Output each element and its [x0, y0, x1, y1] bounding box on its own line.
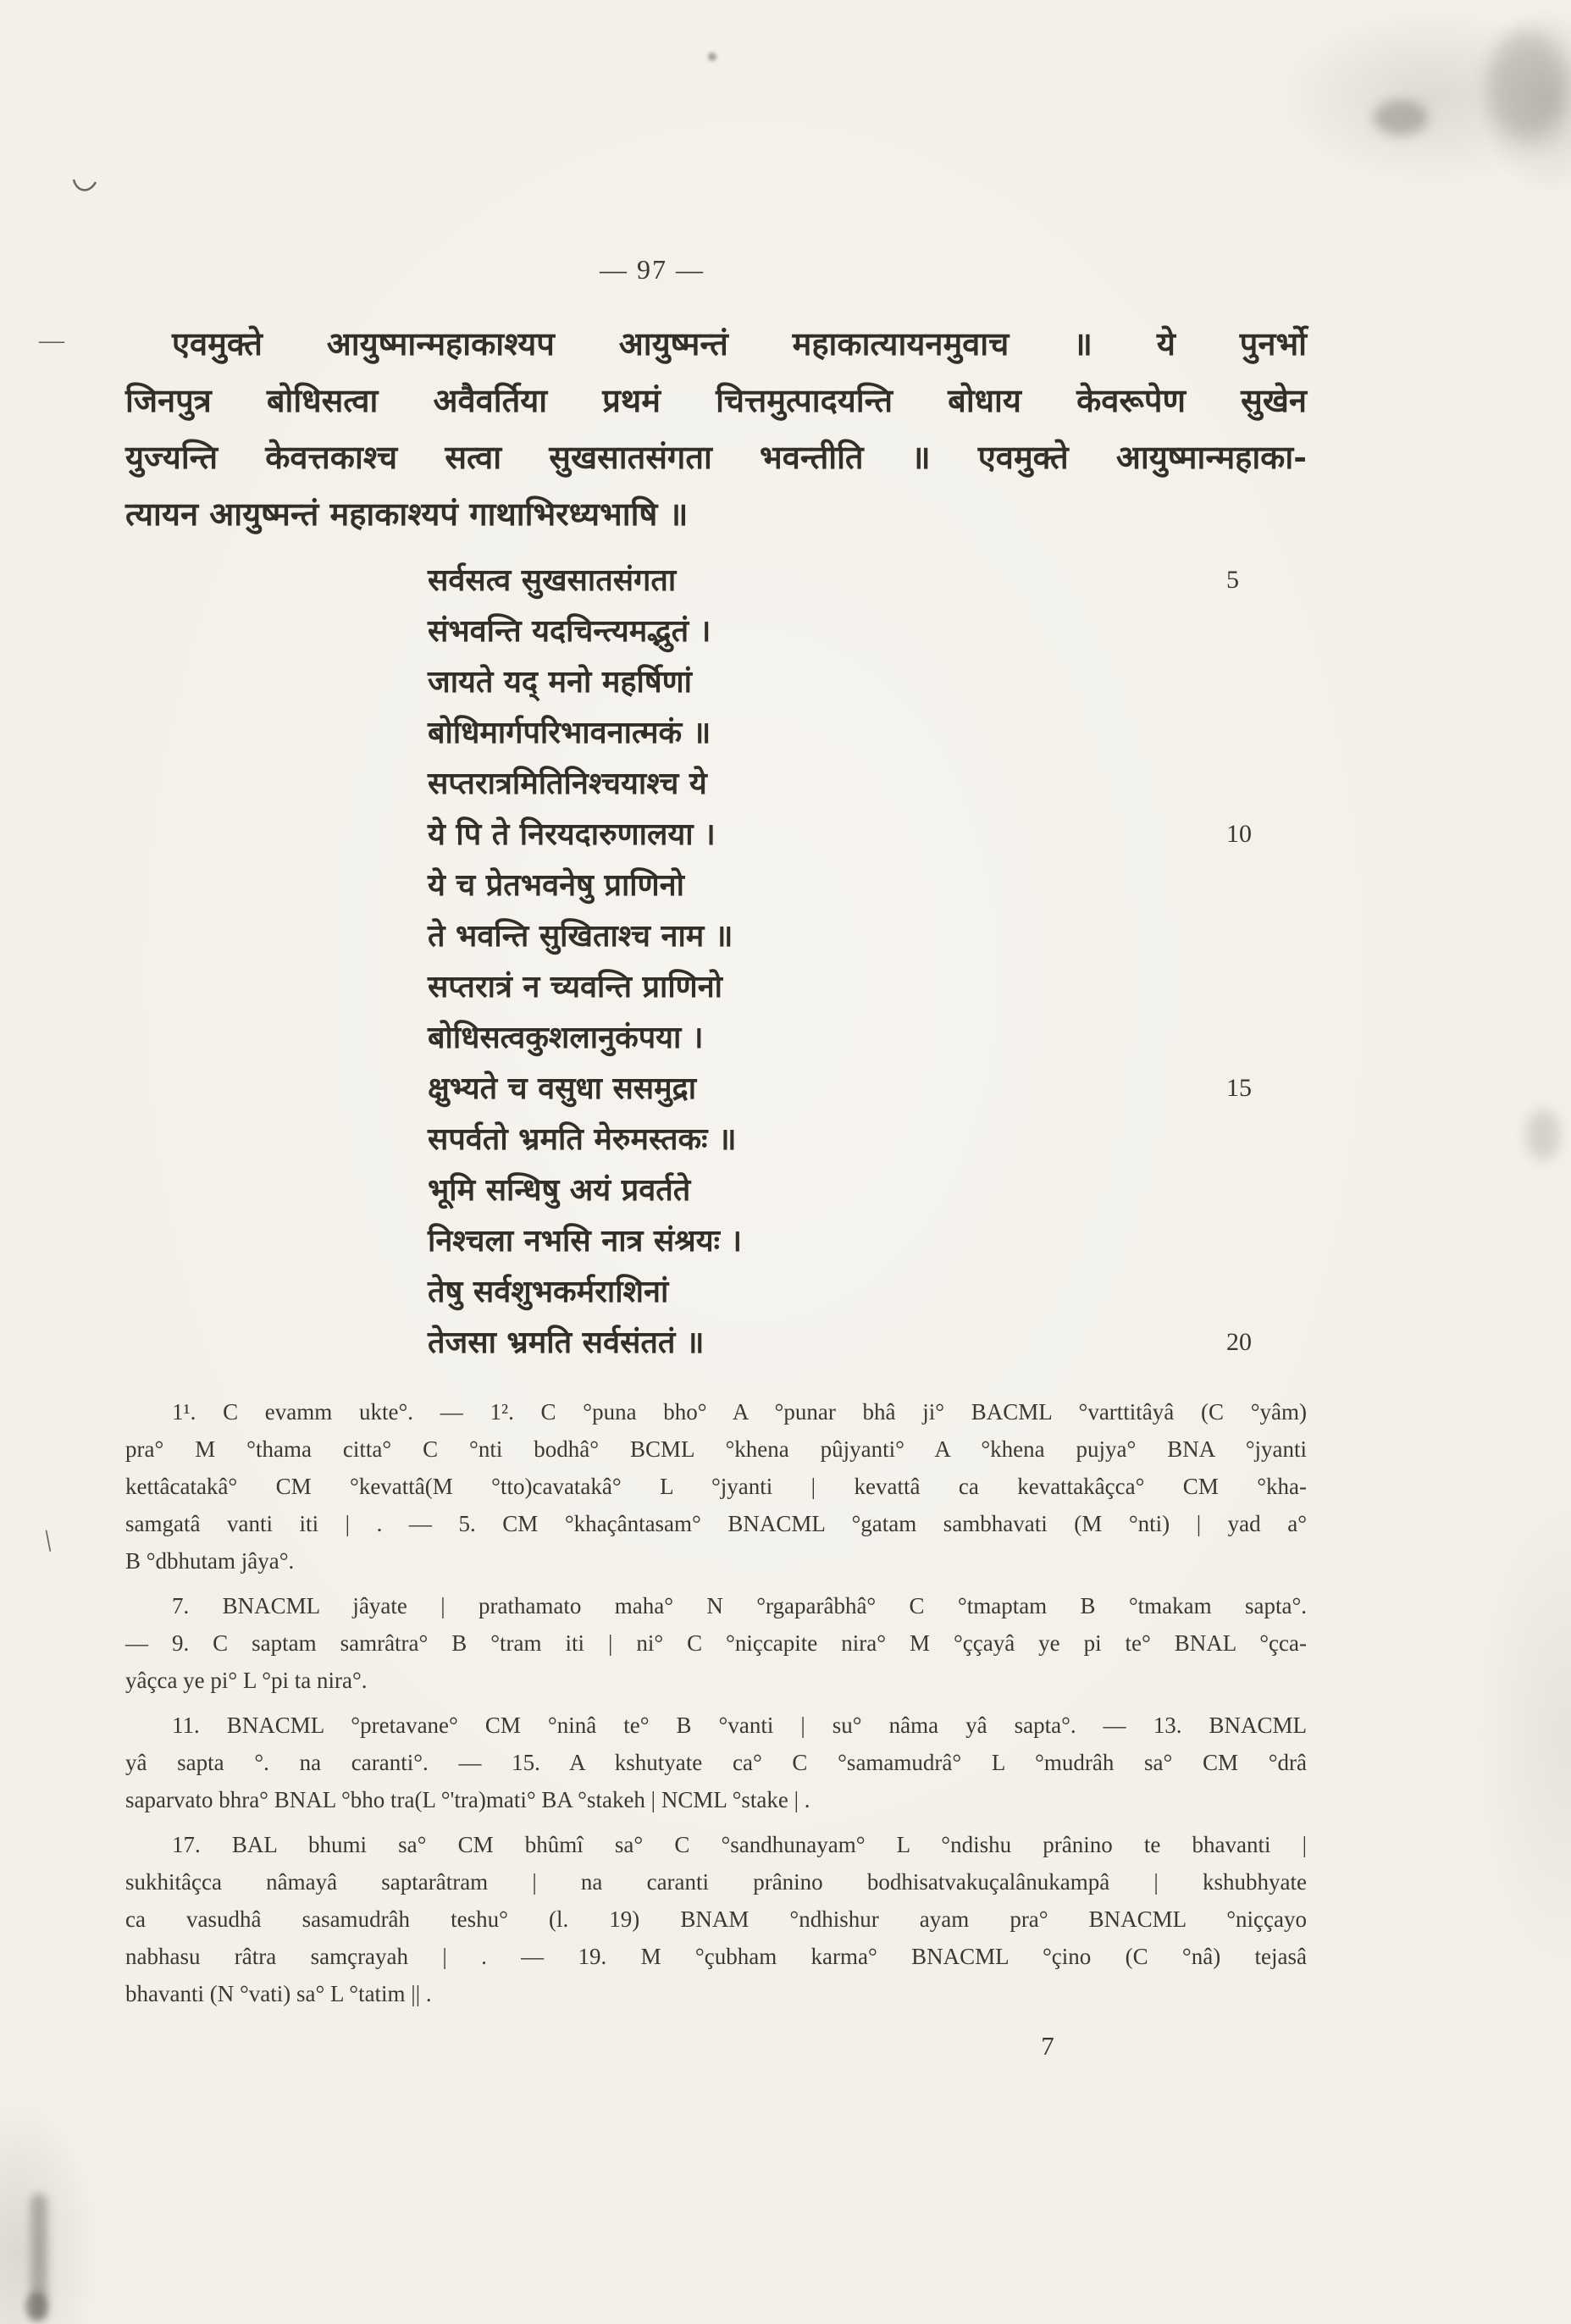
verse-text: बोधिसत्वकुशलानुकंपया । [428, 1020, 704, 1055]
verse-text: सप्तरात्रमितिनिश्चयाश्च ये [428, 766, 707, 801]
verse-line [125, 809, 1307, 860]
apparatus-line: samgatâ vanti iti | . — 5. CM °khaçântasam° BNACML °gatam sambhavati (M °nti) | yad a° [125, 1511, 1307, 1536]
scan-smudge [30, 2194, 47, 2321]
critical-apparatus [125, 1393, 1307, 2020]
apparatus-line: sukhitâçca nâmayâ saptarâtram | na caranti prânino bodhisatvakuçalânukampâ | kshubhyate [125, 1869, 1307, 1895]
verse-text: सर्वसत्व सुखसातसंगता [428, 562, 677, 598]
verse-line [125, 1114, 1307, 1165]
verse-line-number: 15 [1226, 1074, 1252, 1102]
apparatus-paragraph [125, 1393, 1307, 1580]
page-number: — 97 — [600, 254, 705, 285]
verse-line-number: 5 [1226, 566, 1239, 594]
verse-line [125, 961, 1307, 1012]
apparatus-line: B °dbhutam jâya°. [125, 1548, 295, 1574]
apparatus-line: 7. BNACML jâyate | prathamato maha° N °rgaparâbhâ° C °tmaptam B °tmakam sapta°. [172, 1593, 1307, 1618]
verse-text: सपर्वतो भ्रमति मेरुमस्तकः ॥ [428, 1121, 737, 1157]
verse-line [125, 606, 1307, 656]
verse-line [125, 1215, 1307, 1266]
apparatus-line: 17. BAL bhumi sa° CM bhûmî sa° C °sandhunayam° L °ndishu prânino te bhavanti | [172, 1832, 1307, 1857]
verse-line [125, 1317, 1307, 1368]
verse-line [125, 1266, 1307, 1317]
verse-text: क्षुभ्यते च वसुधा ससमुद्रा [428, 1071, 697, 1106]
verse-text: बोधिमार्गपरिभावनात्मकं ॥ [428, 715, 711, 750]
sheet-signature-number: 7 [1041, 2031, 1054, 2061]
apparatus-paragraph [125, 1587, 1307, 1699]
verse-line [125, 1165, 1307, 1215]
verse-line [125, 860, 1307, 910]
scan-smudge [25, 2292, 47, 2321]
scan-smudge [1487, 30, 1568, 141]
verse-line [125, 758, 1307, 809]
verse-line-number: 20 [1226, 1328, 1252, 1356]
apparatus-line: bhavanti (N °vati) sa° L °tatim || . [125, 1981, 432, 2006]
verse-line [125, 1012, 1307, 1063]
verse-text: भूमि सन्धिषु अयं प्रवर्तते [428, 1172, 691, 1208]
verse-text: ये च प्रेतभवनेषु प्राणिनो [428, 867, 684, 903]
stray-ink-mark-icon [71, 174, 100, 196]
scan-smudge [1526, 1109, 1560, 1160]
apparatus-line: kettâcatakâ° CM °kevattâ(M °tto)cavatakâ° L °jyanti | kevattâ ca kevattakâçca° CM °kha- [125, 1474, 1307, 1499]
verse-text: तेषु सर्वशुभकर्मराशिनां [428, 1274, 669, 1309]
apparatus-line: yâçca ye pi° L °pi ta nira°. [125, 1668, 368, 1693]
prose-line: जिनपुत्र बोधिसत्वा अवैवर्तिया प्रथमं चित्तमुत्पादयन्ति बोधाय केवरूपेण सुखेन [125, 381, 1307, 419]
verse-line [125, 1063, 1307, 1114]
apparatus-line: yâ sapta °. na caranti°. — 15. A kshutyate ca° C °samamudrâ° L °mudrâh sa° CM °drâ [125, 1750, 1307, 1775]
apparatus-line: 1¹. C evamm ukte°. — 1². C °puna bho° A °punar bhâ ji° BACML °varttitâyâ (C °yâm) [172, 1399, 1307, 1425]
verse-block [125, 555, 1307, 1368]
verse-text: निश्चला नभसि नात्र संश्रयः । [428, 1223, 743, 1259]
verse-text: ते भवन्ति सुखिताश्च नाम ॥ [428, 918, 733, 954]
verse-line [125, 910, 1307, 961]
verse-text: जायते यद् मनो महर्षिणां [428, 664, 692, 700]
verse-line [125, 656, 1307, 707]
margin-slash-mark: \ [41, 1523, 55, 1558]
apparatus-line: 11. BNACML °pretavane° CM °ninâ te° B °vanti | su° nâma yâ sapta°. — 13. BNACML [172, 1713, 1307, 1738]
verse-line [125, 555, 1307, 606]
apparatus-line: nabhasu râtra samçrayah | . — 19. M °çubham karma° BNACML °çino (C °nâ) tejasâ [125, 1944, 1307, 1969]
apparatus-line: pra° M °thama citta° C °nti bodhâ° BCML °khena pûjyanti° A °khena pujya° BNA °jyanti [125, 1436, 1307, 1462]
prose-line: एवमुक्ते आयुष्मान्महाकाश्यप आयुष्मन्तं महाकात्यायनमुवाच ॥ ये पुनर्भो [172, 324, 1307, 362]
apparatus-paragraph [125, 1826, 1307, 2012]
margin-dash-mark: — [39, 326, 64, 354]
verse-text: तेजसा भ्रमति सर्वसंततं ॥ [428, 1325, 705, 1360]
apparatus-line: saparvato bhra° BNAL °bho tra(L °'tra)mati° BA °stakeh | NCML °stake | . [125, 1787, 810, 1812]
verse-line [125, 707, 1307, 758]
verse-text: सप्तरात्रं न च्यवन्ति प्राणिनो [428, 969, 722, 1004]
verse-text: संभवन्ति यदचिन्त्यमद्भुतं । [428, 613, 711, 649]
prose-line: युज्यन्ति केवत्तकाश्च सत्वा सुखसातसंगता भवन्तीति ॥ एवमुक्ते आयुष्मान्महाका- [125, 438, 1307, 476]
apparatus-paragraph [125, 1707, 1307, 1818]
verse-text: ये पि ते निरयदारुणालया । [428, 816, 716, 852]
apparatus-line: — 9. C saptam samrâtra° B °tram iti | ni° C °niçcapite nira° M °ççayâ ye pi te° BNAL °çca- [125, 1630, 1307, 1656]
prose-line: त्यायन आयुष्मन्तं महाकाश्यपं गाथाभिरध्यभाषि ॥ [125, 495, 689, 533]
verse-line-number: 10 [1226, 820, 1252, 848]
scan-smudge [1374, 100, 1428, 136]
apparatus-line: ca vasudhâ sasamudrâh teshu° (l. 19) BNAM °ndhishur ayam pra° BNACML °niççayo [125, 1906, 1307, 1932]
prose-paragraph [125, 315, 1307, 542]
scan-smudge [708, 53, 716, 61]
